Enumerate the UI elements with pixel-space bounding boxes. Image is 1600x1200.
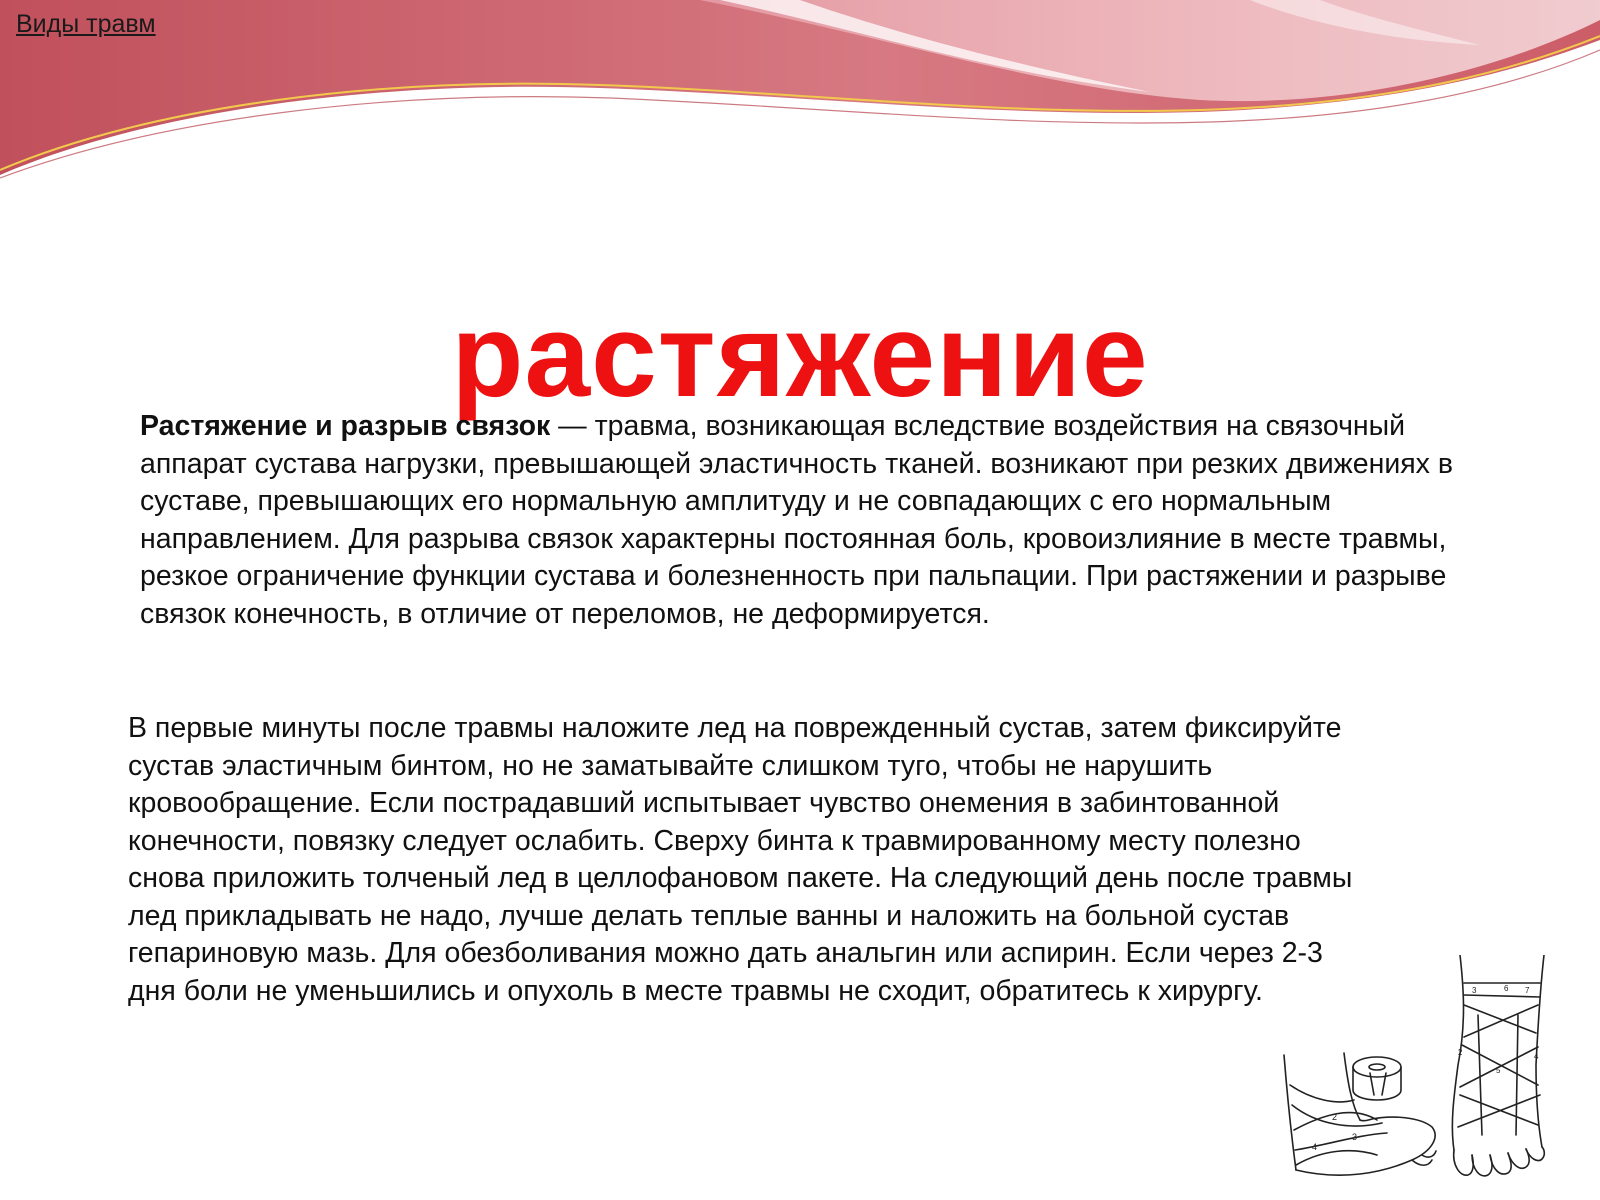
ankle-bandage-illustration bbox=[1282, 955, 1572, 1187]
svg-text:5: 5 bbox=[1496, 1066, 1501, 1075]
svg-text:3: 3 bbox=[1352, 1132, 1358, 1142]
slide-title: растяжение bbox=[451, 290, 1149, 423]
svg-text:2: 2 bbox=[1458, 1048, 1463, 1057]
header-wave-decoration bbox=[0, 0, 1600, 190]
svg-text:2: 2 bbox=[1332, 1112, 1338, 1122]
nav-link-injury-types[interactable]: Виды травм bbox=[16, 10, 156, 38]
definition-paragraph bbox=[140, 408, 1460, 633]
definition-term: Растяжение и разрыв связок bbox=[140, 410, 551, 442]
svg-text:4: 4 bbox=[1534, 1052, 1539, 1061]
svg-text:7: 7 bbox=[1525, 986, 1530, 995]
svg-text:6: 6 bbox=[1504, 984, 1509, 993]
left-foot-drawing bbox=[1284, 1053, 1436, 1175]
svg-text:4: 4 bbox=[1312, 1142, 1318, 1152]
first-aid-paragraph: В первые минуты после травмы наложите лед на поврежденный сустав, затем фиксируйте сустав эластичным бинтом, но не заматывайте слишком туго, чтобы не нарушить кровообращение. Если пострадавший испытывает чувство онемения в забинтованной конечности, повязку следует ослабить. Сверху бинта к травмированному месту полезно снова приложить толченый лед в целлофановом пакете. На следующий день после травмы лед прикладывать не надо, лучше делать теплые ванны и наложить на больной сустав гепариновую мазь. Для обезболивания можно дать анальгин или аспирин. Если через 2-3 дня боли не уменьшились и опухоль в месте травмы не сходит, обратитесь к хирургу. bbox=[128, 712, 1353, 1007]
right-foot-drawing bbox=[1452, 955, 1544, 1176]
svg-text:3: 3 bbox=[1472, 986, 1477, 995]
definition-text: — травма, возникающая вследствие воздействия на связочный аппарат сустава нагрузки, превышающей эластичность тканей. возникают при резких движениях в суставе, превышающих его нормальную амплитуду и не совпадающих с его нормальным направлением. Для разрыва связок характерны постоянная боль, кровоизлияние в месте травмы, резкое ограничение функции сустава и болезненность при пальпации. При растяжении и разрыве связок конечность, в отличие от переломов, не деформируется. bbox=[140, 410, 1453, 630]
